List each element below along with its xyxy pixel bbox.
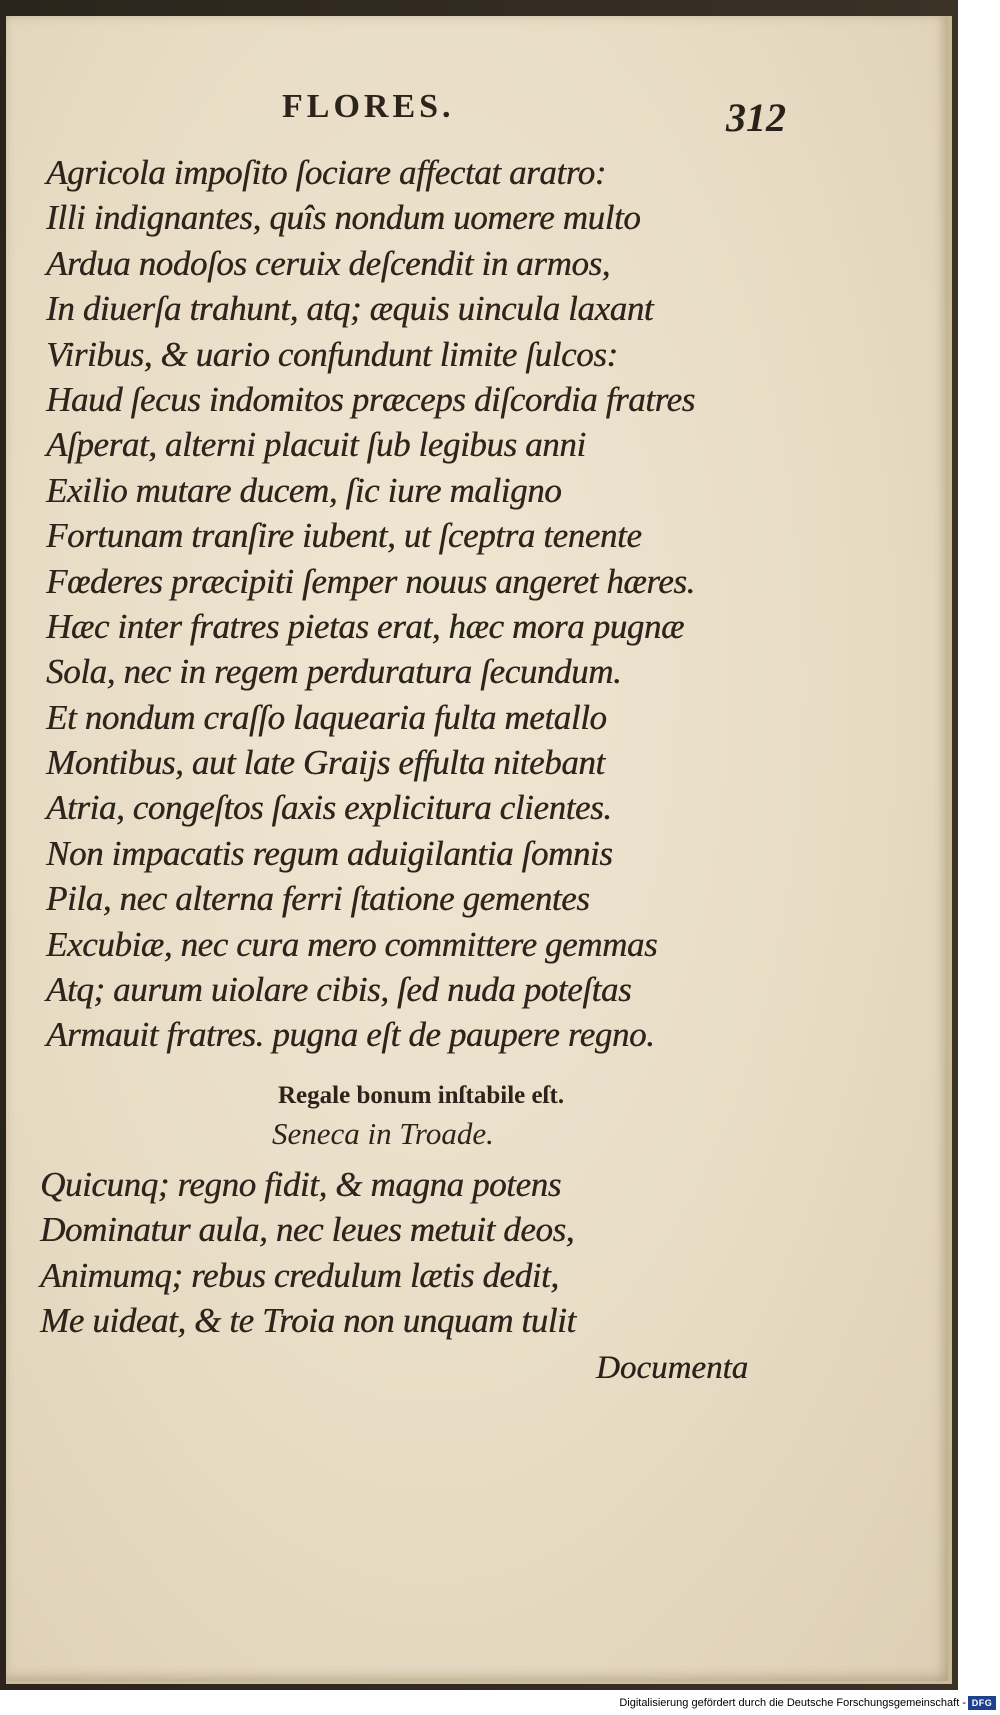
verse-line: Animumq; rebus credulum lætis dedit, [40, 1255, 559, 1295]
section-heading: Regale bonum inſtabile eſt. [278, 1082, 565, 1109]
verse-line: Aſperat, alterni placuit ſub legibus anni [46, 425, 586, 465]
verse-line: Me uideat, & te Troia non unquam tulit [40, 1301, 576, 1341]
verse-line: Excubiæ, nec cura mero committere gemmas [46, 924, 658, 964]
page-number: 312 [726, 95, 786, 140]
verse-line: Atria, congeſtos ſaxis explicitura clientes. [46, 788, 612, 828]
catchword: Documenta [596, 1350, 749, 1386]
verse-line: In diuerſa trahunt, atq; æquis uincula laxant [46, 289, 654, 329]
verse-block-1 [46, 150, 746, 1058]
verse-line: Viribus, & uario confundunt limite ſulcos: [46, 334, 618, 374]
verse-line: Montibus, aut late Graijs effulta nitebant [46, 743, 605, 783]
verse-line: Fœderes præcipiti ſemper nouus angeret hæres. [46, 561, 695, 601]
verse-line: Hæc inter fratres pietas erat, hæc mora pugnæ [46, 606, 684, 646]
verse-line: Pila, nec alterna ferri ſtatione gementes [46, 879, 590, 919]
verse-line: Armauit fratres. pugna eſt de paupere regno. [46, 1015, 655, 1055]
verse-line: Sola, nec in regem perduratura ſecundum. [46, 652, 622, 692]
verse-line: Dominatur aula, nec leues metuit deos, [40, 1210, 575, 1250]
footer-credit: Digitalisierung gefördert durch die Deutsche Forschungsgemeinschaft - [619, 1697, 966, 1709]
verse-line: Illi indignantes, quîs nondum uomere multo [46, 198, 641, 238]
section-source: Seneca in Troade. [272, 1116, 494, 1151]
verse-line: Haud ſecus indomitos præceps diſcordia fratres [46, 379, 695, 419]
verse-line: Agricola impoſito ſociare affectat aratro: [46, 153, 606, 192]
verse-line: Ardua nodoſos ceruix deſcendit in armos, [46, 243, 611, 283]
verse-line: Fortunam tranſire iubent, ut ſceptra tenente [46, 516, 642, 556]
verse-line: Et nondum craſſo laquearia fulta metallo [46, 697, 607, 737]
verse-line: Atq; aurum uiolare cibis, ſed nuda poteſtas [46, 970, 632, 1010]
verse-line: Exilio mutare ducem, ſic iure maligno [46, 470, 562, 510]
verse-line: Non impacatis regum aduigilantia ſomnis [46, 833, 613, 873]
verse-line: Quicunq; regno fidit, & magna potens [40, 1165, 561, 1204]
running-head: FLORES. [282, 88, 455, 125]
verse-block-2 [40, 1162, 740, 1344]
dfg-logo-icon: DFG [968, 1696, 996, 1710]
